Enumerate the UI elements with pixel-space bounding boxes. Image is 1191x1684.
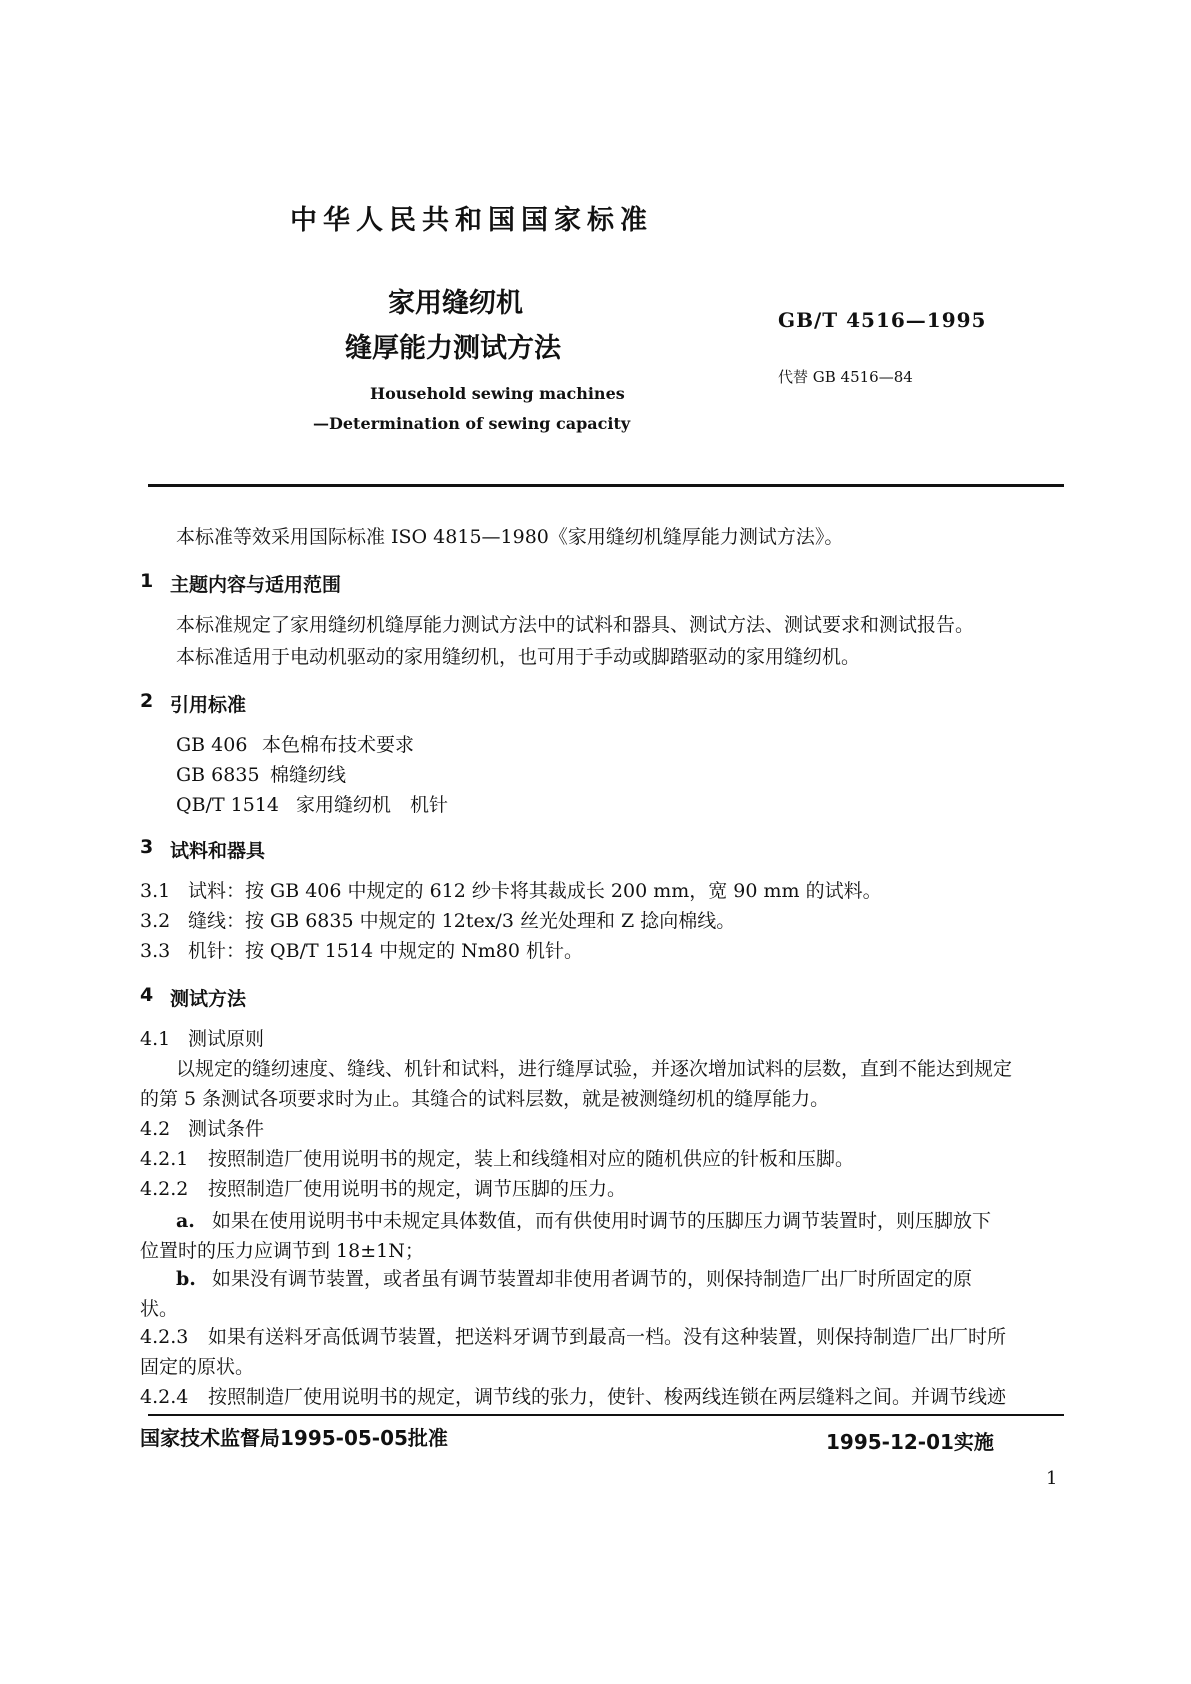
reference-code: GB 406 xyxy=(176,734,248,756)
title-cn-line1: 家用缝纫机 xyxy=(388,288,523,319)
title-en-line2: —Determination of sewing capacity xyxy=(313,414,631,433)
clause-4-2-4-text: 按照制造厂使用说明书的规定，调节线的张力，使针、梭两线连锁在两层缝料之间。并调节线迹 xyxy=(208,1386,1007,1408)
title-en-line1: Household sewing machines xyxy=(370,384,625,403)
reference-name: 棉缝纫线 xyxy=(270,764,347,786)
section-2-number: 2 xyxy=(140,690,154,712)
clause-number: 3.3 xyxy=(140,940,171,962)
title-cn-line2: 缝厚能力测试方法 xyxy=(345,333,561,364)
clause-4-1-line-1: 以规定的缝纫速度、缝线、机针和试料，进行缝厚试验，并逐次增加试料的层数，直到不能达到规定 xyxy=(176,1058,1013,1080)
clause-4-2-title: 测试条件 xyxy=(188,1118,265,1140)
clause-4-2-3-number: 4.2.3 xyxy=(140,1326,189,1348)
effective-date: 1995-12-01实施 xyxy=(826,1430,994,1454)
section-2-title: 引用标准 xyxy=(170,694,247,716)
clause-4-2-4-number: 4.2.4 xyxy=(140,1386,189,1408)
section-4-title: 测试方法 xyxy=(170,988,247,1010)
clause-number: 3.1 xyxy=(140,880,171,902)
replaces-standard: 代替 GB 4516—84 xyxy=(778,368,913,386)
clause-text: 机针：按 QB/T 1514 中规定的 Nm80 机针。 xyxy=(188,940,583,962)
item-b-line-1: 如果没有调节装置，或者虽有调节装置却非使用者调节的，则保持制造厂出厂时所固定的原 xyxy=(212,1268,973,1290)
item-a-label: a. xyxy=(176,1210,195,1232)
footer-rule xyxy=(148,1414,1064,1416)
item-b-label: b. xyxy=(176,1268,196,1290)
clause-4-1-line-2: 的第 5 条测试各项要求时为止。其缝合的试料层数，就是被测缝纫机的缝厚能力。 xyxy=(140,1088,830,1110)
page-number: 1 xyxy=(1046,1468,1058,1489)
clause-number: 3.2 xyxy=(140,910,171,932)
reference-code: QB/T 1514 xyxy=(176,794,280,816)
clause-4-1-title: 测试原则 xyxy=(188,1028,265,1050)
clause-4-2-2-text: 按照制造厂使用说明书的规定，调节压脚的压力。 xyxy=(208,1178,627,1200)
clause-4-2-2-number: 4.2.2 xyxy=(140,1178,189,1200)
item-a-line-1: 如果在使用说明书中未规定具体数值，而有供使用时调节的压脚压力调节装置时，则压脚放下 xyxy=(212,1210,992,1232)
clause-4-2-1-number: 4.2.1 xyxy=(140,1148,189,1170)
item-b-line-2: 状。 xyxy=(140,1298,179,1320)
clause-text: 试料：按 GB 406 中规定的 612 纱卡将其裁成长 200 mm，宽 90 mm 的试料。 xyxy=(188,880,882,902)
clause-text: 缝线：按 GB 6835 中规定的 12tex/3 丝光处理和 Z 捻向棉线。 xyxy=(188,910,736,932)
clause-4-2-3-line-2: 固定的原状。 xyxy=(140,1356,255,1378)
section-1-title: 主题内容与适用范围 xyxy=(170,574,342,596)
clause-4-1-number: 4.1 xyxy=(140,1028,171,1050)
section-3-number: 3 xyxy=(140,836,154,858)
section-1-paragraph-2: 本标准适用于电动机驱动的家用缝纫机，也可用于手动或脚踏驱动的家用缝纫机。 xyxy=(176,646,861,668)
section-4-number: 4 xyxy=(140,984,154,1006)
national-standard-title: 中华人民共和国国家标准 xyxy=(290,205,653,236)
item-a-line-2: 位置时的压力应调节到 18±1N； xyxy=(140,1240,424,1262)
header-rule xyxy=(148,484,1064,487)
clause-4-2-number: 4.2 xyxy=(140,1118,171,1140)
section-1-number: 1 xyxy=(140,570,154,592)
intro-paragraph: 本标准等效采用国际标准 ISO 4815—1980《家用缝纫机缝厚能力测试方法》。 xyxy=(176,526,844,548)
clause-4-2-1-text: 按照制造厂使用说明书的规定，装上和线缝相对应的随机供应的针板和压脚。 xyxy=(208,1148,855,1170)
reference-code: GB 6835 xyxy=(176,764,260,786)
approval-line: 国家技术监督局1995-05-05批准 xyxy=(140,1426,448,1450)
reference-name: 本色棉布技术要求 xyxy=(262,734,415,756)
reference-name: 家用缝纫机 机针 xyxy=(296,794,449,816)
section-3-title: 试料和器具 xyxy=(170,840,266,862)
section-1-paragraph-1: 本标准规定了家用缝纫机缝厚能力测试方法中的试料和器具、测试方法、测试要求和测试报告。 xyxy=(176,614,975,636)
standard-number: GB/T 4516—1995 xyxy=(778,308,987,332)
clause-4-2-3-line-1: 如果有送料牙高低调节装置，把送料牙调节到最高一档。没有这种装置，则保持制造厂出厂时所 xyxy=(208,1326,1007,1348)
